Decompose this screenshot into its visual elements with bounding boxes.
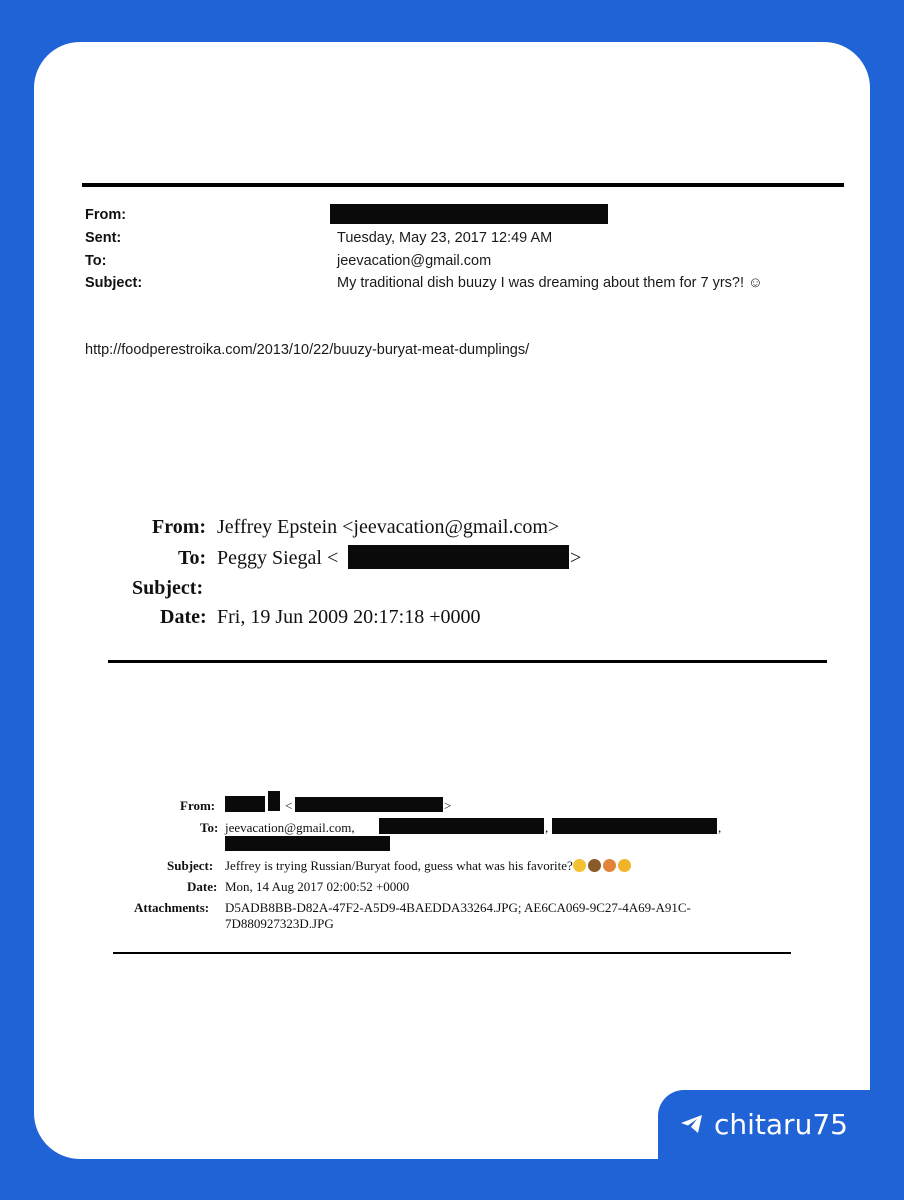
email3-to-redaction-1 — [379, 818, 544, 834]
email1-body-link[interactable]: http://foodperestroika.com/2013/10/22/buuzy-buryat-meat-dumplings/ — [85, 342, 530, 358]
email1-from-redaction — [330, 204, 608, 224]
email3-from-email-redaction — [295, 797, 443, 812]
emoji-weary-face-icon — [618, 859, 631, 872]
email3-subject-value — [225, 858, 633, 874]
email2-to-suffix: > — [570, 547, 582, 569]
top-rule — [82, 183, 844, 187]
email3-to-comma-2: , — [718, 820, 722, 835]
bottom-rule — [113, 952, 791, 954]
email1-sent-value: Tuesday, May 23, 2017 12:49 AM — [337, 230, 553, 246]
email1-to-value: jeevacation@gmail.com — [337, 253, 492, 269]
email2-date-label: Date: — [160, 606, 207, 628]
email2-to-label: To: — [178, 547, 207, 569]
email1-to-label: To: — [85, 253, 107, 269]
email1-from-label: From: — [85, 207, 127, 223]
emoji-sweet-potato-icon — [603, 859, 616, 872]
email3-to-label: To: — [200, 820, 219, 835]
email3-to-redaction-3 — [225, 836, 390, 851]
email3-attachments-line1[interactable]: D5ADB8BB-D82A-47F2-A5D9-4BAEDDA33264.JPG; AE6CA069-9C27-4A69-A91C- — [225, 900, 691, 915]
email3-from-lt: < — [285, 798, 293, 813]
email3-to-first: jeevacation@gmail.com, — [225, 820, 355, 835]
email3-subject-text: Jeffrey is trying Russian/Buryat food, guess what was his favorite? — [225, 858, 573, 873]
emoji-potato-icon — [588, 859, 601, 872]
email3-subject-label: Subject: — [167, 858, 214, 873]
email3-from-name-redaction — [225, 796, 265, 812]
email3-from-name-redaction-2 — [268, 791, 280, 811]
email2-to-redaction — [348, 545, 569, 569]
email2-from-value: Jeffrey Epstein <jeevacation@gmail.com> — [217, 516, 560, 538]
email1-subject-value: My traditional dish buuzy I was dreaming about them for 7 yrs?! ☺ — [337, 275, 763, 291]
email2-subject-label: Subject: — [132, 577, 204, 599]
channel-handle: chitaru75 — [714, 1108, 848, 1141]
email3-from-label: From: — [180, 798, 216, 813]
email3-date-value: Mon, 14 Aug 2017 02:00:52 +0000 — [225, 879, 410, 894]
email3-to-redaction-2 — [552, 818, 717, 834]
email3-from-gt: > — [444, 798, 452, 813]
email2-date-value: Fri, 19 Jun 2009 20:17:18 +0000 — [217, 606, 481, 628]
email2-from-label: From: — [152, 516, 207, 538]
email3-attachments-line2[interactable]: 7D880927323D.JPG — [225, 916, 334, 931]
email3-attachments-label: Attachments: — [134, 900, 210, 915]
email1-subject-label: Subject: — [85, 275, 143, 291]
email1-sent-label: Sent: — [85, 230, 122, 246]
email3-to-comma-1: , — [545, 820, 549, 835]
telegram-icon — [680, 1114, 704, 1134]
middle-rule — [108, 660, 827, 663]
emoji-laugh-icon — [573, 859, 586, 872]
email2-to-prefix: Peggy Siegal < — [217, 547, 339, 569]
email3-date-label: Date: — [187, 879, 218, 894]
